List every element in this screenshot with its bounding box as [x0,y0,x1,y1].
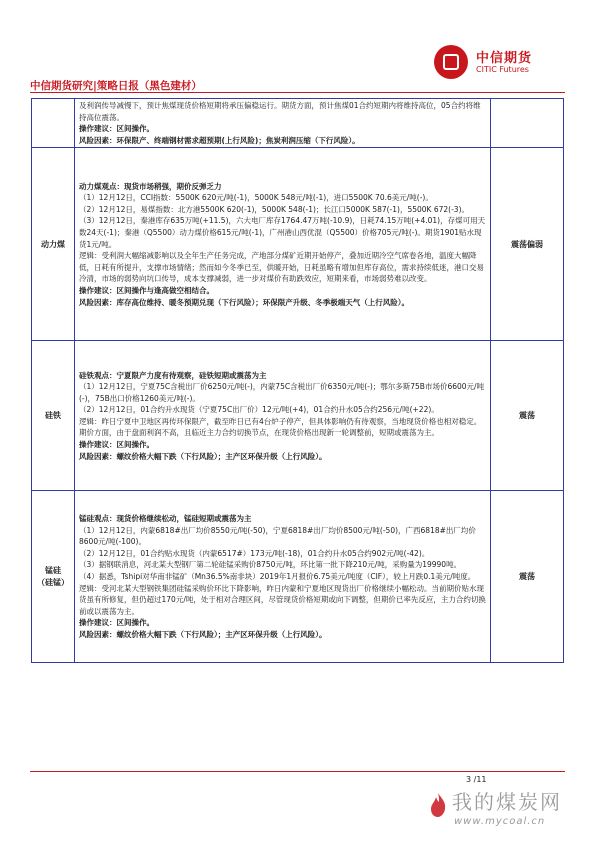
analysis-line: 硅铁观点：宁夏限产力度有待观察，硅铁短期或震荡为主 [79,370,267,380]
commodity-name-cell [32,341,75,491]
analysis-line: （1）12月12日，CCI指数：5500K 620元/吨(-1)，5000K 548元/吨(-1)，进口5500K 70.6美元/吨(-)。 [79,193,433,203]
outlook-label: 震荡偏弱 [511,239,543,249]
analysis-line: 及利润传导减慢下，预计焦煤现货价格短期将承压偏稳运行。期货方面，预计焦煤01合约短期内将维持高位，05合约将维持高位震荡。 [79,101,481,122]
analysis-line: 动力煤观点：现货市场稍强，期价反弹乏力 [79,181,222,191]
outlook-cell [491,99,564,148]
analysis-line: （1）12月12日，内蒙6818#出厂均价8550元/吨(-50)，宁夏6818#出厂均价8500元/吨(-50)，广西6818#出厂均价8600元/吨(-100)。 [79,525,476,547]
header-divider [30,92,565,93]
outlook-cell [491,148,564,341]
analysis-line: （2）12月12日，易煤指数：北方港5500K 620(-1)，5000K 548(-1)；长江口5000K 587(-1)，5500K 672(-3)。 [79,204,469,214]
citic-logo-icon [434,45,468,79]
outlook-label: 震荡 [519,411,535,421]
analysis-line: 操作建议：区间操作。 [79,440,154,450]
analysis-cell [75,148,491,341]
flame-icon [428,792,448,818]
analysis-line: 锰硅观点：现货价格继续松动，锰硅短期或震荡为主 [79,514,252,524]
page-header-title: 中信期货研究|策略日报（黑色建材） [30,80,202,92]
analysis-line: 风险因素：环保限产、终端钢材需求超预期(上行风险)；焦炭利润压缩（下行风险）。 [79,135,360,145]
page-number: 3 /11 [466,775,487,784]
analysis-line: 风险因素：螺纹价格大幅下跌（下行风险）；主产区环保升级（上行风险）。 [79,630,327,640]
analysis-line: 逻辑：受河北某大型钢铁集团硅锰采购价环比下降影响，昨日内蒙和宁夏地区现货出厂价格继续小幅松动。当前期价贴水现货虽有所修复，但仍超过170元/吨，处于相对合理区间，尽管现货价格短期或向下调整，但期价已率先反应，主力合约切换前或以震荡为主。 [79,583,486,616]
analysis-cell [75,491,491,663]
analysis-line: （4）据悉，Tshipi对华南非锰矿（Mn36.5%南非块）2019年1月报价6.75美元/吨度（CIF），较上月跌0.1美元/吨度。 [79,572,476,582]
commodity-name: 硅铁 [45,411,61,421]
outlook-cell [491,341,564,491]
logo-cn-text: 中信期货 [476,51,533,66]
analysis-cell [75,99,491,148]
analysis-line: 操作建议：区间操作与逢高做空相结合。 [79,285,214,295]
logo-en-text: CITIC Futures [476,65,529,74]
strategy-table [31,98,564,663]
citic-futures-logo [440,45,560,83]
commodity-name: 动力煤 [41,239,65,249]
analysis-line: 风险因素：库存高位维持、暖冬预期兑现（下行风险）；环保限产升级、冬季极端天气（上行风险）。 [79,297,409,307]
analysis-line: （1）12月12日，宁夏75C含税出厂价6250元/吨(-)，内蒙75C含税出厂价6350元/吨(-)；鄂尔多斯75B市场价6600元/吨(-)，75B出口价格1260美元/吨(-)。 [79,382,485,403]
analysis-line: （3）据钢联消息，河北某大型钢厂第二轮硅锰采购价8750元/吨，环比第一批下降210元/吨，采购量为19990吨。 [79,560,462,570]
commodity-name-cell [32,148,75,341]
analysis-cell [75,341,491,491]
watermark-url: www.mycoal.cn [454,816,546,827]
analysis-line: （2）12月12日，01合约贴水现货（内蒙6517#）173元/吨(-18)，01合约升水05合约902元/吨(-42)。 [79,548,430,558]
analysis-line: 逻辑：昨日宁夏中卫地区再传环保限产，截至昨日已有4台炉子停产，但具体影响仍有待观察，当地现货价格也相对稳定。期价方面，由于盘面利润不高，且临近主力合约切换节点，在现货价格出现新一轮调整前，短期或震荡为主。 [79,416,482,438]
outlook-cell [491,491,564,663]
mycoal-watermark [422,782,582,842]
commodity-alias: （硅锰） [37,577,69,587]
footer-divider [30,771,565,772]
analysis-line: 操作建议：区间操作。 [79,124,154,134]
commodity-name: 锰硅 [45,566,61,576]
outlook-label: 震荡 [519,572,535,582]
analysis-line: 风险因素：螺纹价格大幅下跌（下行风险）；主产区环保升级（上行风险）。 [79,451,327,461]
analysis-line: （2）12月12日，01合约升水现货（宁夏75C出厂价）12元/吨(+4)，01合约升水05合约256元/吨(+22)。 [79,405,439,415]
table-row [32,341,564,491]
commodity-name-cell [32,99,75,148]
analysis-line: 操作建议：区间操作。 [79,618,154,628]
table-row [32,99,564,148]
analysis-line: （3）12月12日，秦港库存635万吨(+11.5)，六大电厂库存1764.47万吨(-10.9)，日耗74.15万吨(+4.01)，存煤可用天数24天(-1)；秦港（Q5500）动力煤价格615元/吨(-1)，广州港山西优混（Q5500）价格705元/吨(-)。期货1901贴水现货1元/吨。 [79,216,486,249]
analysis-line: 逻辑：受利润大幅缩减影响以及全年生产任务完成，产地部分煤矿近期开始停产，叠加近期冷空气席卷各地，温度大幅降低，日耗有所提升，支撑市场情绪；然而如今冬季已至，供暖开始，日耗虽略有增加但库存高位，需求持续低迷，港口交易冷清，市场的弱势向坑口传导，成本支撑减弱，进一步对煤价有助跌效应，短期来看，市场弱势难以改变。 [79,251,484,284]
table-row [32,491,564,663]
table-row [32,148,564,341]
commodity-name-cell [32,491,75,663]
watermark-cn: 我的煤炭网 [452,790,562,814]
